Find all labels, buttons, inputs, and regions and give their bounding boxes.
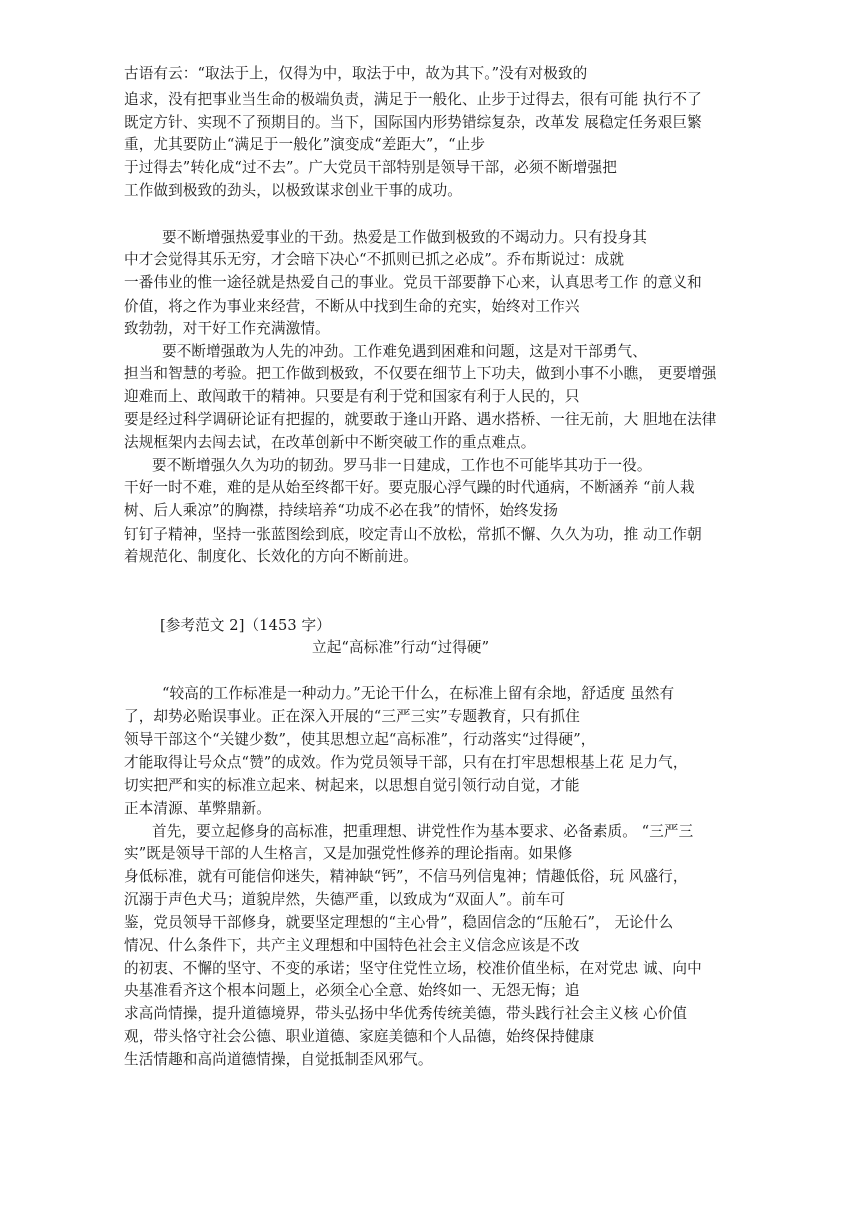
text-line: 实”既是领导干部的人生格言，又是加强党性修养的理论指南。如果修 [124, 845, 573, 862]
text-line: 领导干部这个“关键少数”，使其思想立起“高标准”，行动落实“过得硬”， [124, 731, 596, 748]
paragraph-first-line: 要不断增强久久为功的韧劲。罗马非一日建成，工作也不可能毕其功于一役。 [152, 457, 652, 474]
text-line: 沉溺于声色犬马；道貌岸然，失德严重，以致成为“双面人”。前车可 [124, 891, 566, 908]
paragraph-first-line: 首先，要立起修身的高标准，把重理想、讲党性作为基本要求、必备素质。 “三严三 [152, 823, 694, 840]
text-line: 干好一时不难，难的是从始至终都干好。要克服心浮气躁的时代通病，不断涵养 “前人栽 [124, 479, 695, 496]
text-line: 古语有云：“取法于上，仅得为中，取法于中，故为其下。”没有对极致的 [124, 65, 588, 82]
text-line: 的初衷、不懈的坚守、不变的承诺；坚守住党性立场，校准价值坐标，在对党忠 诚、向中 [124, 960, 702, 977]
text-line: 着规范化、制度化、长效化的方向不断前进。 [124, 548, 418, 565]
text-line: 情况、什么条件下，共产主义理想和中国特色社会主义信念应该是不改 [124, 937, 580, 954]
text-line: 追求，没有把事业当生命的极端负责，满足于一般化、止步于过得去，很有可能 执行不了 [124, 91, 702, 108]
text-line: 于过得去”转化成“过不去”。广大党员干部特别是领导干部，必须不断增强把 [124, 159, 617, 176]
text-line: 重，尤其要防止“满足于一般化”演变成“差距大”，“止步 [124, 136, 486, 153]
text-line: 工作做到极致的劲头，以极致谋求创业干事的成功。 [124, 182, 462, 199]
paragraph-first-line: 要不断增强热爱事业的干劲。热爱是工作做到极致的不竭动力。只有投身其 [162, 229, 647, 246]
text-line: 法规框架内去闯去试，在改革创新中不断突破工作的重点难点。 [124, 434, 536, 451]
paragraph-first-line: 要不断增强敢为人先的冲劲。工作难免遇到困难和问题，这是对干部勇气、 [162, 343, 647, 360]
text-line: 树、后人乘凉”的胸襟，持续培养“功成不必在我”的情怀，始终发扬 [124, 502, 559, 519]
text-line: 担当和智慧的考验。把工作做到极致，不仅要在细节上下功夫，做到小事不小瞧， 更要增强 [124, 365, 717, 382]
text-line: 中才会觉得其乐无穷，才会暗下决心“不抓则已抓之必成”。乔布斯说过：成就 [124, 251, 625, 268]
text-line: 要是经过科学调研论证有把握的，就要敢于逢山开路、遇水搭桥、一往无前，大 胆地在法律 [124, 411, 717, 428]
text-line: 切实把严和实的标准立起来、树起来，以思想自觉引领行动自觉，才能 [124, 777, 580, 794]
text-line: 一番伟业的惟一途径就是热爱自己的事业。党员干部要静下心来，认真思考工作 的意义和 [124, 274, 702, 291]
text-line: 既定方针、实现不了预期目的。当下，国际国内形势错综复杂，改革发 展稳定任务艰巨繁 [124, 114, 702, 131]
text-line: 致勃勃，对干好工作充满激情。 [124, 320, 330, 337]
reference-header: [参考范文 2]（1453 字） [160, 617, 331, 634]
text-line: 生活情趣和高尚道德情操，自觉抵制歪风邪气。 [124, 1051, 433, 1068]
text-line: 了，却势必贻误事业。正在深入开展的“三严三实”专题教育，只有抓住 [124, 708, 580, 725]
text-line: 迎难而上、敢闯敢干的精神。只要是有利于党和国家有利于人民的，只 [124, 388, 580, 405]
text-line: 身低标准，就有可能信仰迷失，精神缺“钙”，不信马列信鬼神；情趣低俗，玩 风盛行， [124, 868, 688, 885]
text-line: 才能取得让号众点“赞”的成效。作为党员领导干部，只有在打牢思想根基上花 足力气， [124, 754, 688, 771]
text-line: 正本清源、革弊鼎新。 [124, 800, 271, 817]
text-line: 价值，将之作为事业来经营，不断从中找到生命的充实，始终对工作兴 [124, 298, 580, 315]
text-line: 央基准看齐这个根本问题上，必须全心全意、始终如一、无怨无悔；追 [124, 982, 580, 999]
article-title: 立起“高标准”行动“过得硬” [312, 639, 490, 656]
text-line: 钉钉子精神，坚持一张蓝图绘到底，咬定青山不放松，常抓不懈、久久为功，推 动工作朝 [124, 526, 702, 543]
text-line: 求高尚情操，提升道德境界，带头弘扬中华优秀传统美德，带头践行社会主义核 心价值 [124, 1005, 688, 1022]
text-line: 观，带头恪守社会公德、职业道德、家庭美德和个人品德，始终保持健康 [124, 1028, 595, 1045]
text-line: 鉴，党员领导干部修身，就要坚定理想的“主心骨”，稳固信念的“压舱石”， 无论什么 [124, 914, 674, 931]
paragraph-first-line: “较高的工作标准是一种动力。”无论干什么，在标准上留有余地，舒适度 虽然有 [162, 685, 675, 702]
